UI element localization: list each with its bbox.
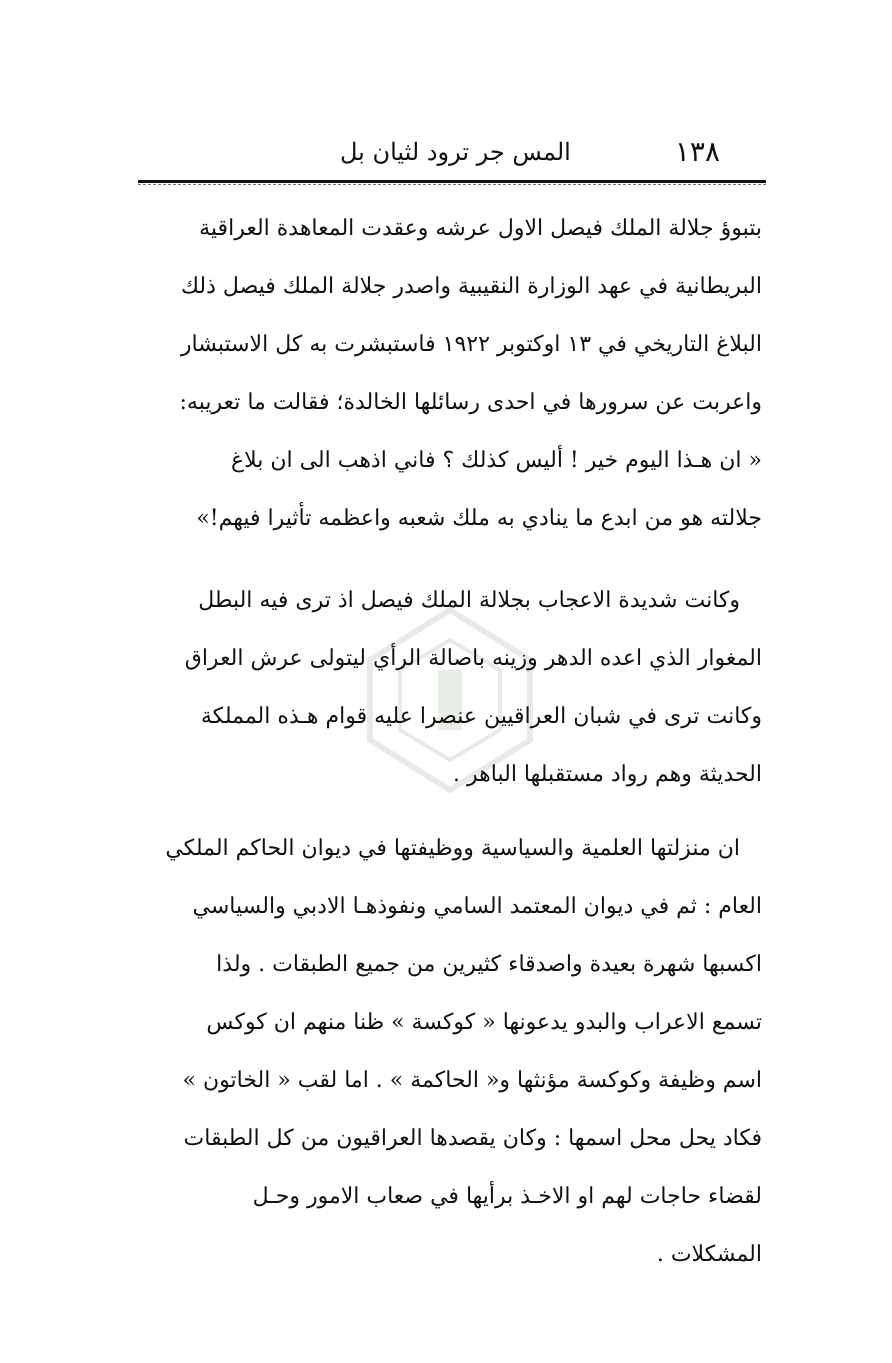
text-line: البريطانية في عهد الوزارة النقيبية واصدر جلالة الملك فيصل ذلك — [180, 274, 762, 299]
text-line: المغوار الذي اعده الدهر وزينه باصالة الرأي ليتولى عرش العراق — [184, 646, 762, 671]
text-line: الحديثة وهم رواد مستقبلها الباهر . — [453, 762, 762, 787]
paragraph-1 — [132, 200, 762, 548]
text-line: تسمع الاعراب والبدو يدعونها « كوكسة » ظنا منهم ان كوكس — [206, 1010, 762, 1035]
text-line: اسم وظيفة وكوكسة مؤنثها و« الحاكمة » . اما لقب « الخاتون » — [182, 1068, 762, 1093]
text-line: العام : ثم في ديوان المعتمد السامي ونفوذهـا الادبي والسياسي — [192, 894, 762, 919]
running-head — [140, 132, 760, 172]
text-line: بتبوؤ جلالة الملك فيصل الاول عرشه وعقدت المعاهدة العراقية — [199, 216, 762, 241]
text-line: واعربت عن سرورها في احدى رسائلها الخالدة؛ فقالت ما تعريبه: — [179, 390, 762, 415]
text-line: وكانت شديدة الاعجاب بجلالة الملك فيصل اذ ترى فيه البطل — [198, 588, 740, 613]
text-line: ان منزلتها العلمية والسياسية ووظيفتها في ديوان الحاكم الملكي — [165, 836, 740, 861]
text-line: جلالته هو من ابدع ما ينادي به ملك شعبه واعظمه تأثيرا فيهم!» — [196, 506, 762, 531]
text-line: لقضاء حاجات لهم او الاخـذ برأيها في صعاب الامور وحـل — [252, 1184, 762, 1209]
paragraph-2 — [132, 572, 762, 804]
text-line: فكاد يحل محل اسمها : وكان يقصدها العراقيون من كل الطبقات — [183, 1126, 762, 1151]
page-number: ١٣٨ — [674, 135, 720, 168]
header-rule — [138, 180, 766, 183]
text-line: وكانت ترى في شبان العراقيين عنصرا عليه قوام هـذه المملكة — [200, 704, 762, 729]
text-line: البلاغ التاريخي في ١٣ اوكتوبر ١٩٢٢ فاستبشرت به كل الاستبشار — [180, 332, 762, 357]
text-line: « ان هـذا اليوم خير ! أليس كذلك ؟ فاني اذهب الى ان بلاغ — [230, 448, 762, 473]
paragraph-3 — [132, 820, 762, 1284]
running-title: المس جر ترود لثيان بل — [340, 138, 571, 166]
text-line: المشكلات . — [656, 1242, 762, 1267]
text-line: اكسبها شهرة بعيدة واصدقاء كثيرين من جميع الطبقات . ولذا — [216, 952, 762, 977]
